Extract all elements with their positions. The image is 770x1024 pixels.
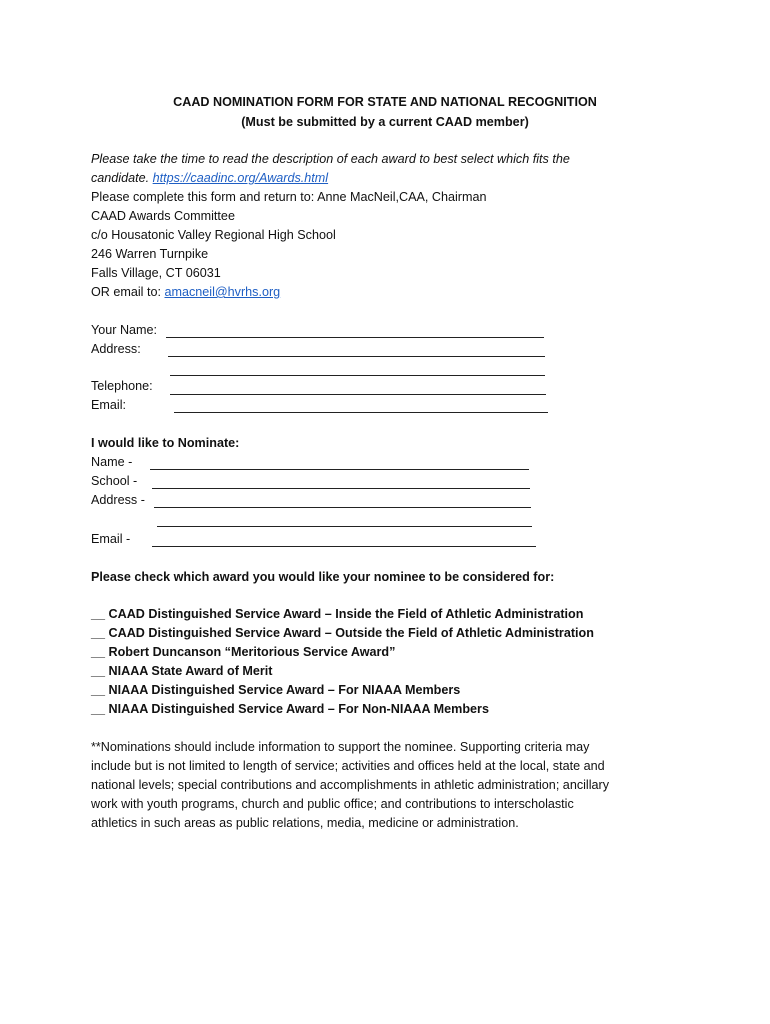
footnote-line: work with youth programs, church and public office; and contributions to interscholastic [91, 797, 574, 811]
email-line [91, 283, 280, 302]
school-line: c/o Housatonic Valley Regional High School [91, 228, 336, 242]
footnote-line: include but is not limited to length of service; activities and offices held at the local, state and [91, 759, 605, 773]
your-email-field[interactable] [174, 412, 548, 413]
your-email-label: Email: [91, 398, 126, 412]
email-prefix: OR email to: [91, 285, 165, 299]
chairman-email-link[interactable]: amacneil@hvrhs.org [164, 285, 281, 299]
nominee-address-field-1[interactable] [154, 507, 531, 508]
intro-line-1: Please take the time to read the description of each award to best select which fits the [91, 152, 570, 166]
nominee-school-label: School - [91, 474, 138, 488]
return-line: Please complete this form and return to: Anne MacNeil,CAA, Chairman [91, 190, 487, 204]
award-option[interactable]: __ Robert Duncanson “Meritorious Service Award” [91, 645, 396, 659]
intro-line-2 [91, 169, 328, 188]
award-option[interactable]: __ NIAAA State Award of Merit [91, 664, 273, 678]
your-address-field-1[interactable] [168, 356, 545, 357]
street-line: 246 Warren Turnpike [91, 247, 209, 261]
nominee-address-field-2[interactable] [157, 526, 532, 527]
intro-line-2-prefix: candidate. [91, 171, 153, 185]
nominee-name-field[interactable] [150, 469, 529, 470]
nominee-email-field[interactable] [152, 546, 536, 547]
award-option[interactable]: __ CAAD Distinguished Service Award – Outside the Field of Athletic Administration [91, 626, 594, 640]
nominee-heading: I would like to Nominate: [91, 436, 240, 450]
your-address-label: Address: [91, 342, 141, 356]
nominee-name-label: Name - [91, 455, 133, 469]
footnote-line: **Nominations should include information to support the nominee. Supporting criteria may [91, 740, 590, 754]
awards-heading: Please check which award you would like your nominee to be considered for: [91, 570, 555, 584]
footnote-line: athletics in such areas as public relations, media, medicine or administration. [91, 816, 519, 830]
awards-link[interactable]: https://caadinc.org/Awards.html [152, 171, 329, 185]
award-option[interactable]: __ CAAD Distinguished Service Award – Inside the Field of Athletic Administration [91, 607, 584, 621]
committee-line: CAAD Awards Committee [91, 209, 235, 223]
nominee-email-label: Email - [91, 532, 131, 546]
telephone-label: Telephone: [91, 379, 153, 393]
form-subtitle: (Must be submitted by a current CAAD member) [241, 115, 529, 129]
your-name-label: Your Name: [91, 323, 158, 337]
footnote-line: national levels; special contributions and accomplishments in athletic administration; ancillary [91, 778, 610, 792]
award-option[interactable]: __ NIAAA Distinguished Service Award – For NIAAA Members [91, 683, 461, 697]
nominee-school-field[interactable] [152, 488, 530, 489]
your-name-field[interactable] [166, 337, 544, 338]
award-option[interactable]: __ NIAAA Distinguished Service Award – For Non-NIAAA Members [91, 702, 489, 716]
city-line: Falls Village, CT 06031 [91, 266, 221, 280]
nominee-address-label: Address - [91, 493, 145, 507]
telephone-field[interactable] [170, 394, 546, 395]
your-address-field-2[interactable] [170, 375, 545, 376]
form-title: CAAD NOMINATION FORM FOR STATE AND NATIONAL RECOGNITION [173, 95, 597, 109]
